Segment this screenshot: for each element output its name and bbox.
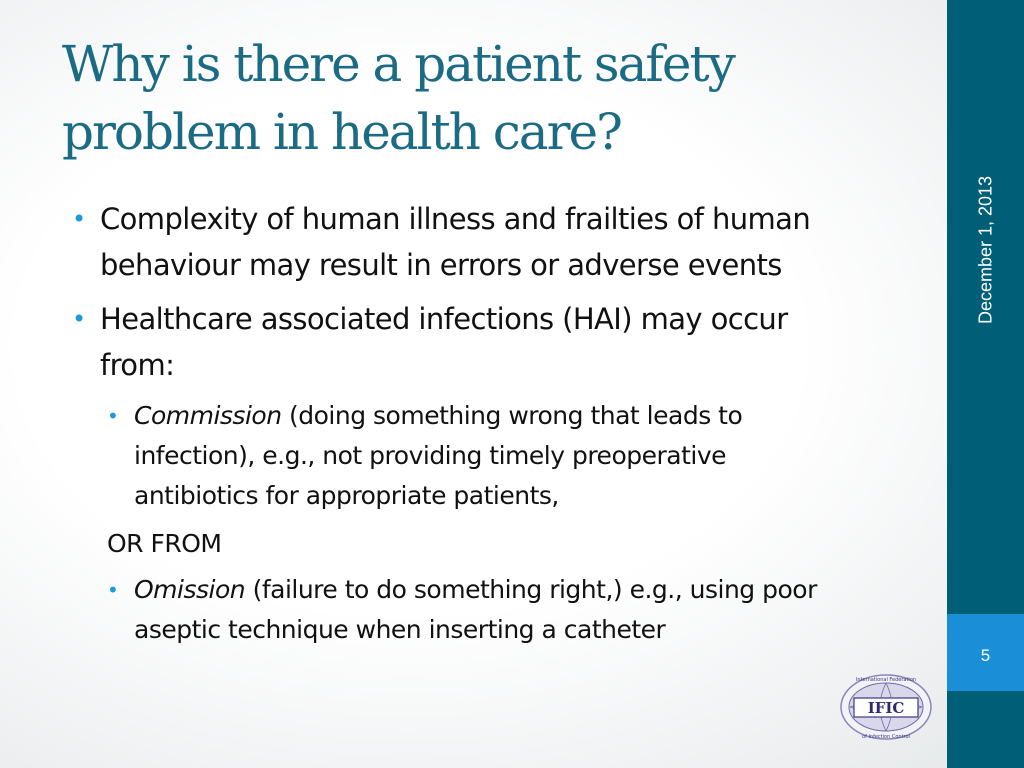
sub-bullet-dot-icon: • — [107, 404, 119, 428]
sub-bullet-text-line-1: (doing something wrong that leads to — [281, 401, 743, 430]
ific-logo-text: IFIC — [867, 699, 905, 717]
bullet-text-line-2: from: — [100, 348, 175, 382]
sub-bullet-commission — [107, 396, 932, 516]
bullet-dot-icon: • — [72, 305, 86, 333]
ific-logo — [838, 672, 934, 742]
bullet-text-line-1: Healthcare associated infections (HAI) may occur — [100, 302, 788, 336]
slide-content — [72, 196, 932, 656]
sub-bullet-omission — [107, 570, 932, 650]
slide-title-line-2: problem in health care? — [62, 103, 621, 161]
bullet-dot-icon: • — [72, 205, 86, 233]
sub-bullet-text-line-1: (failure to do something right,) e.g., using poor — [245, 575, 817, 604]
bullet-text-line-2: behaviour may result in errors or adverse events — [100, 248, 782, 282]
page-number: 5 — [980, 646, 991, 665]
sub-bullet-text-line-3: antibiotics for appropriate patients, — [134, 481, 559, 510]
ific-logo-arc-bottom: of Infection Control — [862, 734, 910, 740]
bullet-hai — [72, 296, 932, 388]
slide-title — [62, 30, 922, 166]
bullet-complexity — [72, 196, 932, 288]
ific-logo-arc-top: International Federation — [855, 677, 917, 683]
sub-bullet-text-line-2: aseptic technique when inserting a catheter — [134, 615, 666, 644]
sub-bullet-term: Commission — [134, 401, 282, 430]
bullet-text-line-1: Complexity of human illness and frailties of human — [100, 202, 811, 236]
page-number-box — [947, 614, 1024, 691]
sub-bullet-text-line-2: infection), e.g., not providing timely preoperative — [134, 441, 727, 470]
sub-bullet-dot-icon: • — [107, 578, 119, 602]
slide-date: December 1, 2013 — [975, 175, 996, 325]
slide-title-line-1: Why is there a patient safety — [62, 35, 734, 93]
sub-bullet-term: Omission — [134, 575, 246, 604]
or-from-label: OR FROM — [107, 529, 222, 558]
